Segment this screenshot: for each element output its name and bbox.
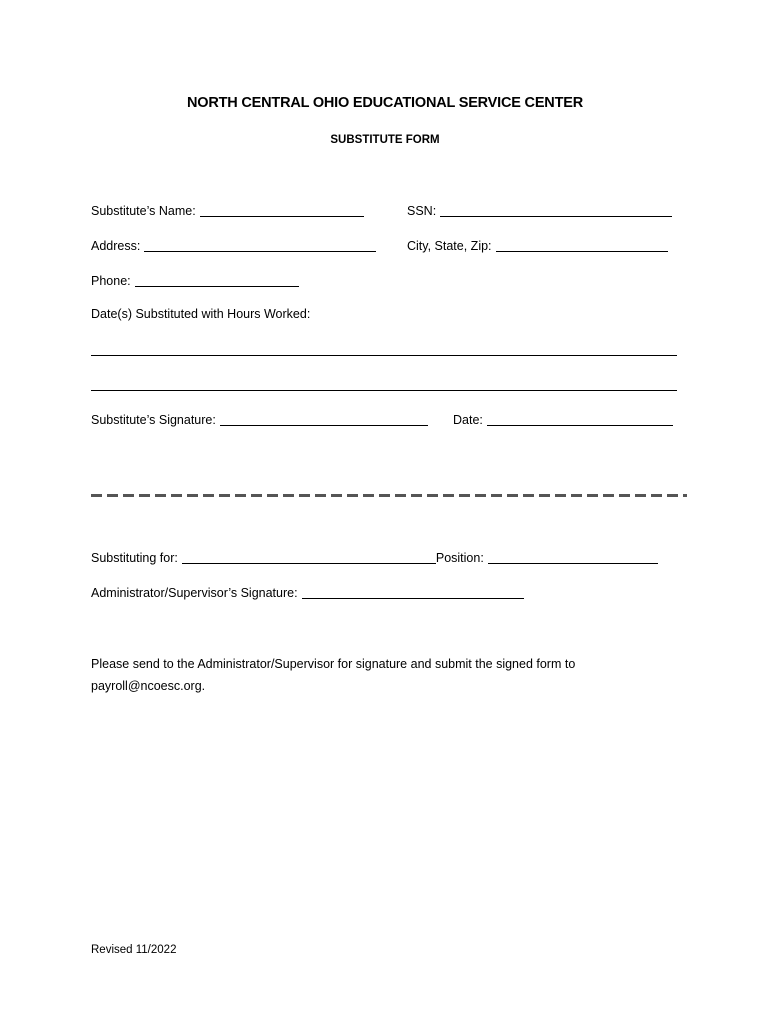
city-state-zip-label: City, State, Zip: — [407, 239, 492, 253]
dates-worked-line-1[interactable] — [91, 355, 677, 356]
date-input-line[interactable] — [487, 413, 673, 426]
ssn-field — [407, 202, 672, 218]
date-label: Date: — [453, 413, 483, 427]
dashed-separator — [91, 494, 687, 497]
substitute-signature-field — [91, 411, 428, 427]
dates-worked-field — [91, 307, 310, 321]
substituting-for-label: Substituting for: — [91, 551, 178, 565]
substituting-for-field — [91, 549, 658, 565]
admin-signature-field — [91, 584, 524, 600]
substitute-name-label: Substitute’s Name: — [91, 204, 196, 218]
phone-field — [91, 272, 299, 288]
substitute-signature-label: Substitute’s Signature: — [91, 413, 216, 427]
organization-title: NORTH CENTRAL OHIO EDUCATIONAL SERVICE CENTER — [187, 95, 583, 111]
position-label: Position: — [435, 551, 484, 565]
dates-worked-label: Date(s) Substituted with Hours Worked: — [91, 307, 311, 321]
revision-date: Revised 11/2022 — [91, 944, 177, 956]
ssn-input-line[interactable] — [440, 204, 672, 217]
substitute-signature-input-line[interactable] — [220, 413, 428, 426]
ssn-label: SSN: — [407, 204, 437, 218]
city-state-zip-field — [407, 237, 668, 253]
admin-signature-label: Administrator/Supervisor’s Signature: — [91, 586, 298, 600]
phone-label: Phone: — [91, 274, 131, 288]
instructions-text: Please send to the Administrator/Supervisor for signature and submit the signed form to payroll@ncoesc.org. — [91, 657, 576, 693]
form-title: SUBSTITUTE FORM — [330, 134, 440, 146]
address-label: Address: — [91, 239, 141, 253]
address-field — [91, 237, 376, 253]
substituting-for-input-line[interactable] — [182, 551, 436, 564]
substitute-name-field — [91, 202, 364, 218]
position-input-line[interactable] — [488, 551, 658, 564]
address-input-line[interactable] — [144, 239, 376, 252]
admin-signature-input-line[interactable] — [302, 586, 524, 599]
phone-input-line[interactable] — [135, 274, 299, 287]
substitute-name-input-line[interactable] — [200, 204, 364, 217]
city-state-zip-input-line[interactable] — [496, 239, 668, 252]
date-field — [453, 411, 673, 427]
dates-worked-line-2[interactable] — [91, 390, 677, 391]
